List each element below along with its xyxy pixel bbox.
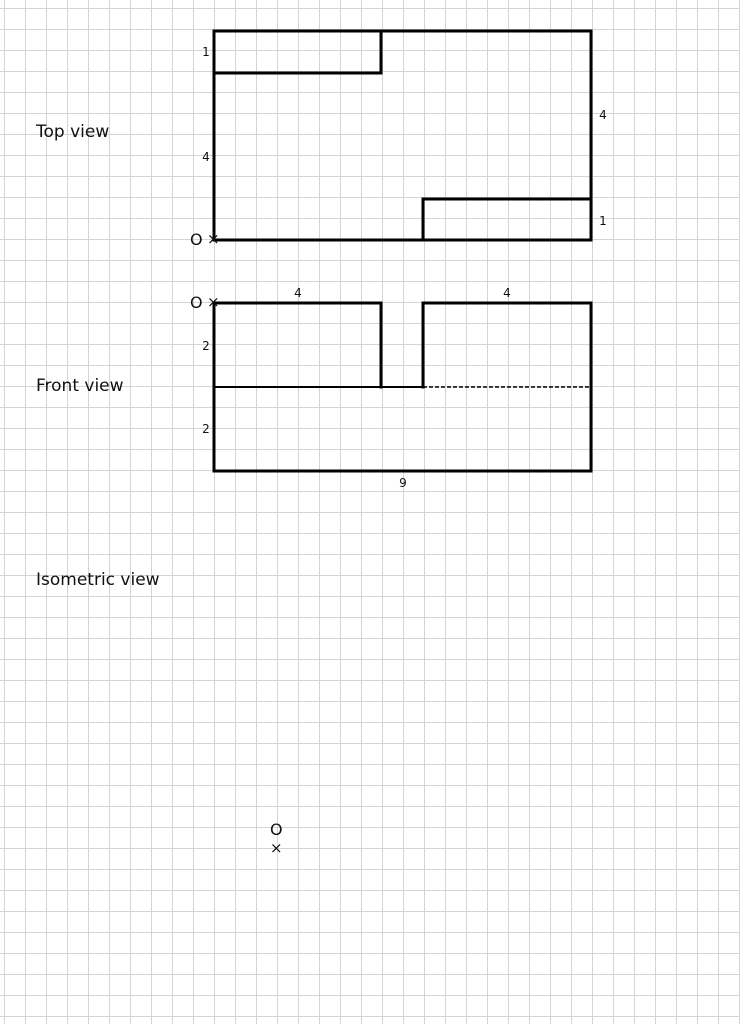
top-view-origin-label: O: [190, 230, 203, 249]
top-view-origin-marker: ×: [207, 230, 220, 248]
front-view-label: Front view: [36, 376, 124, 396]
top-view-outline: [214, 31, 591, 240]
top-view-dim-right-step-depth: 1: [599, 214, 607, 228]
front-view-dim-total-width: 9: [399, 476, 407, 490]
top-view-dim-left-step-depth: 1: [202, 45, 210, 59]
front-view-dim-right-width: 4: [503, 286, 511, 300]
top-view-label: Top view: [36, 122, 110, 142]
isometric-view-label: Isometric view: [36, 570, 160, 590]
top-view-dim-left-depth: 4: [202, 150, 210, 164]
front-view-dim-lower-height: 2: [202, 422, 210, 436]
front-view-origin-marker: ×: [207, 293, 220, 311]
front-view-outline: [214, 303, 591, 471]
front-view-origin-label: O: [190, 293, 203, 312]
front-view-dim-upper-height: 2: [202, 339, 210, 353]
isometric-origin-label: O: [270, 820, 283, 839]
top-view-dim-right-depth: 4: [599, 108, 607, 122]
front-view-dim-left-width: 4: [294, 286, 302, 300]
isometric-origin-marker: ×: [270, 839, 283, 857]
